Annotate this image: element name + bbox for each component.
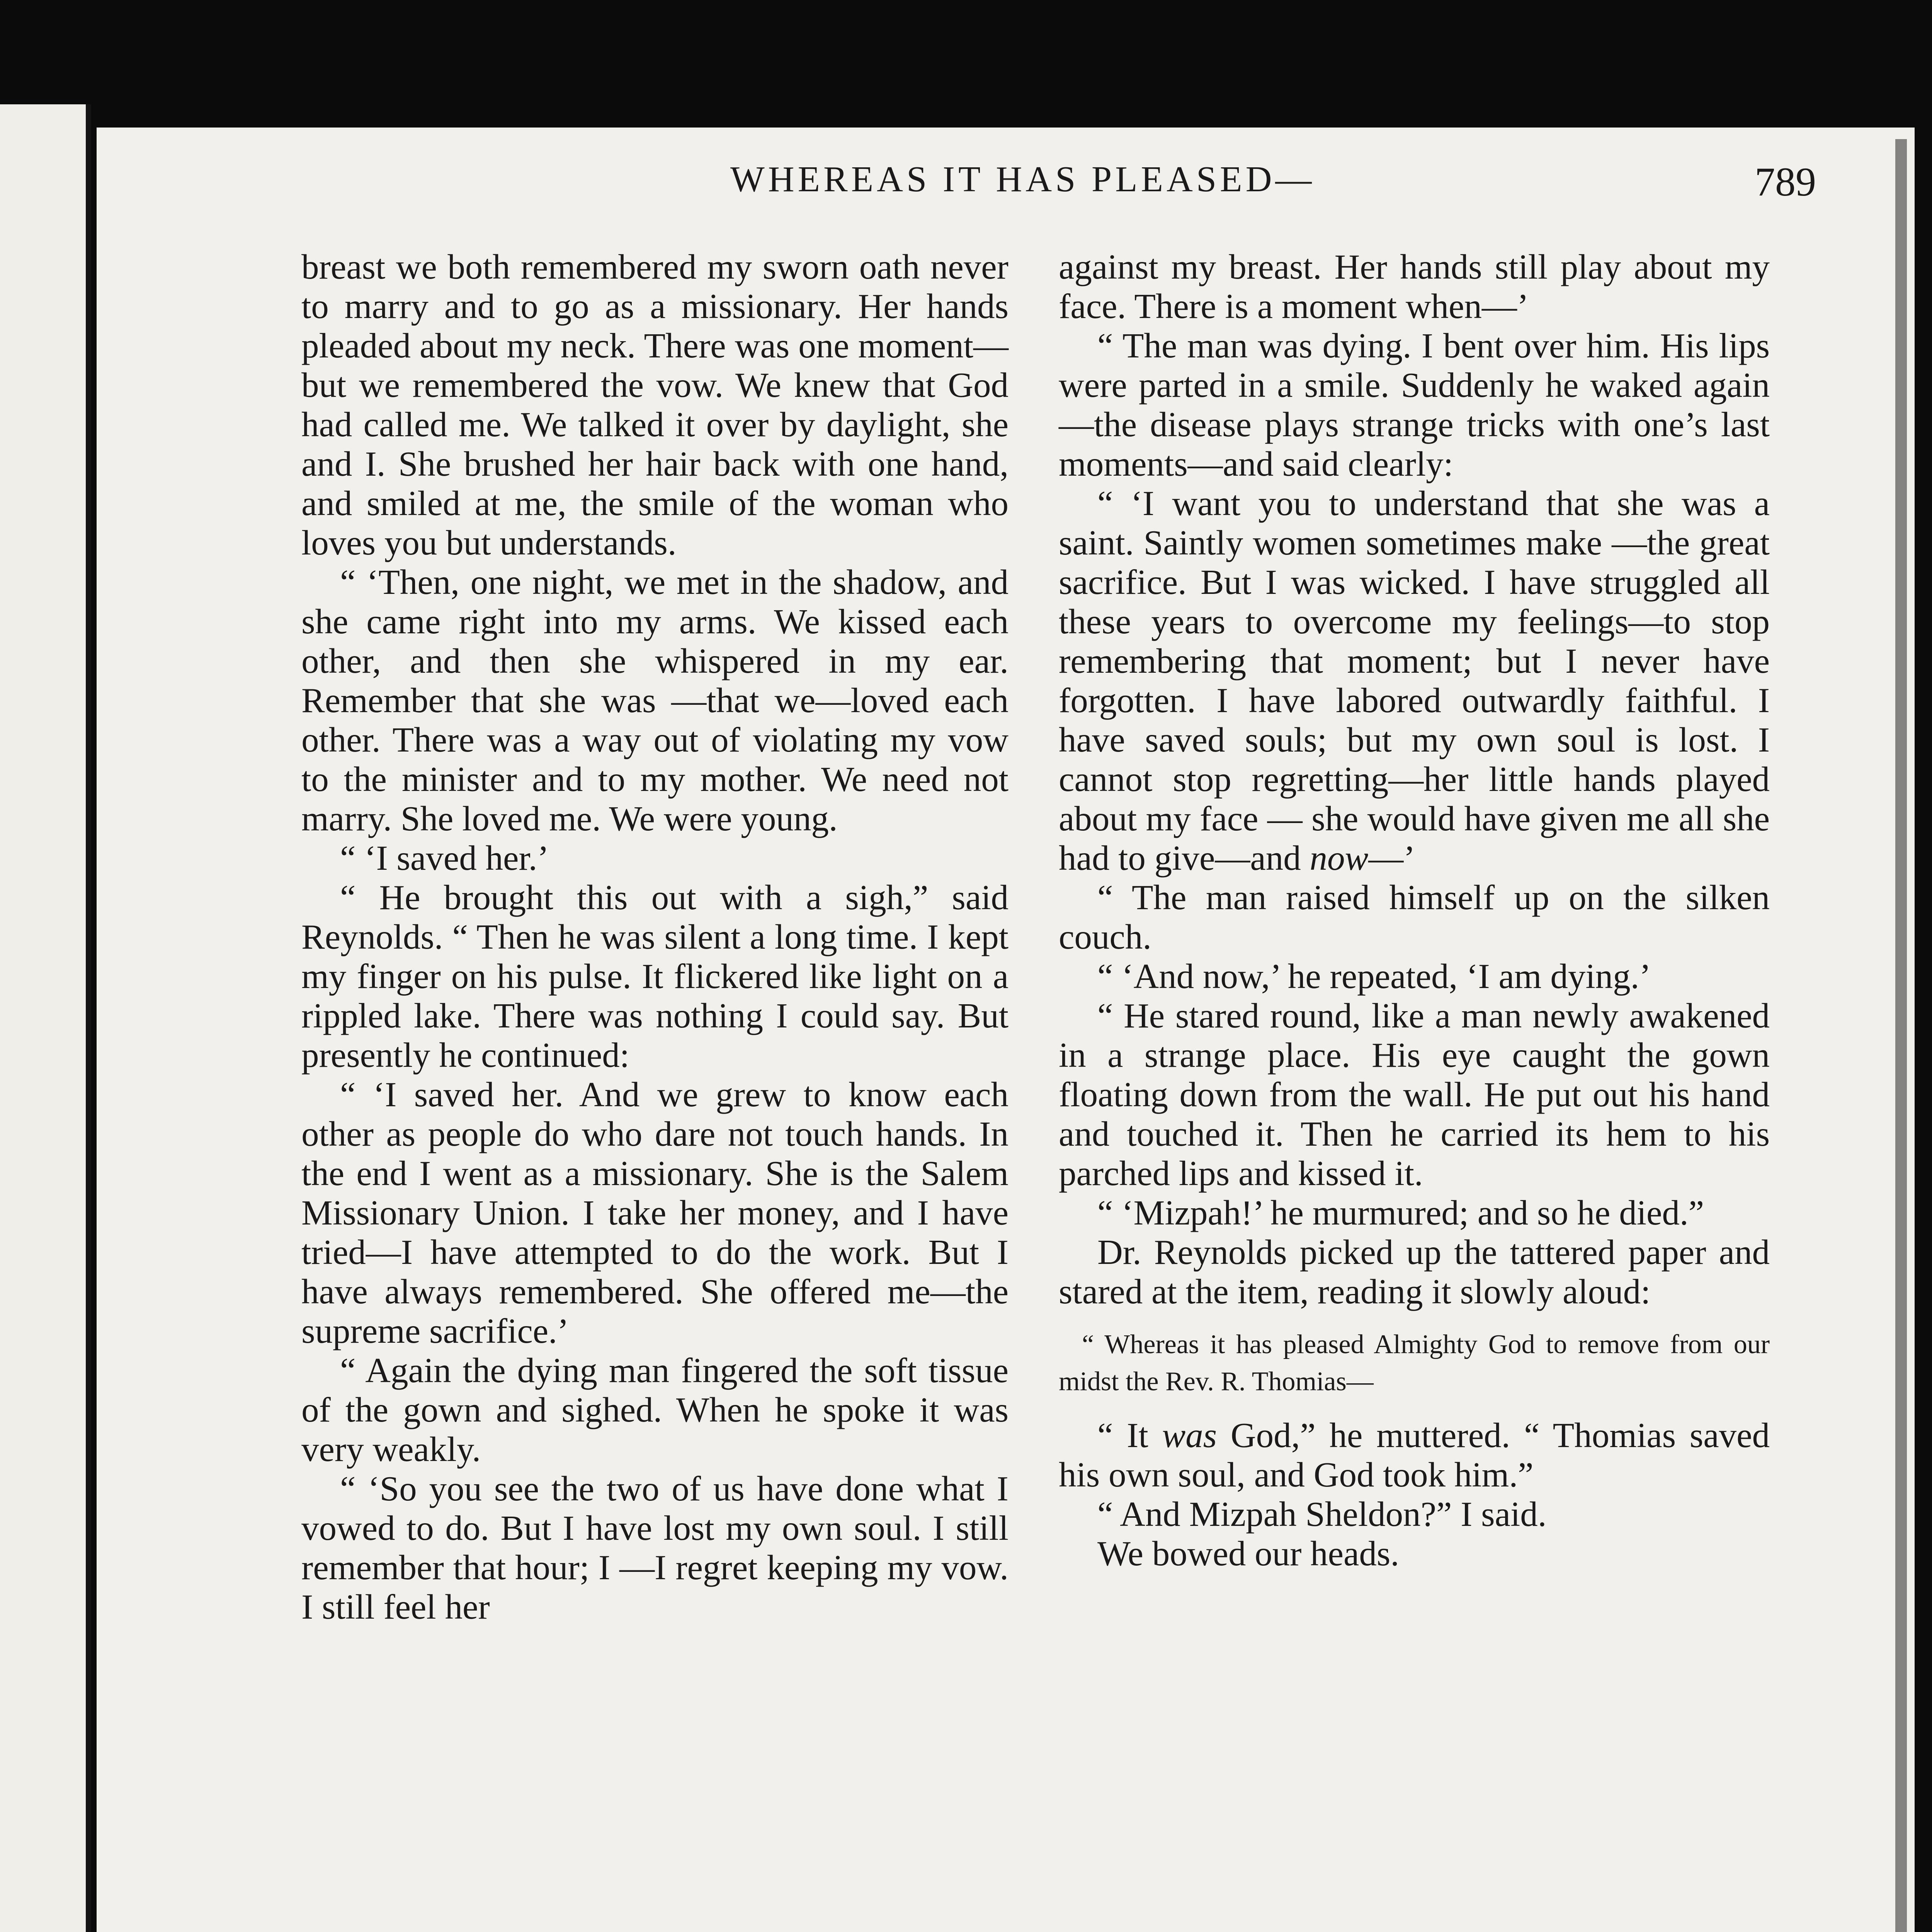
left-paragraph: “ ‘I saved her. And we grew to know each other as people do who dare not touch hands. In the end I went as a missionary. She is the Salem Missionary Union. I take her money, and I have tried—I have attempted to do the work. But I have always remembered. She offered me—the supreme sacrifice.’ — [301, 1075, 1009, 1350]
right-paragraph: We bowed our heads. — [1097, 1534, 1400, 1573]
left-paragraph: breast we both remembered my sworn oath never to marry and to go as a missionary. Her hands pleaded about my neck. There was one moment—but we remembered the vow. We knew that God had called me. We talked it over by daylight, she and I. She brushed her hair back with one hand, and smiled at me, the smile of the woman who loves you but understands. — [301, 247, 1009, 562]
page-number: 789 — [1755, 159, 1816, 204]
left-paragraph: “ He brought this out with a sigh,” said Reynolds. “ Then he was silent a long time. I kept my finger on his pulse. It flickered like light on a rippled lake. There was nothing I could say. But presently he continued: — [301, 878, 1009, 1075]
running-head — [618, 158, 1816, 236]
left-paragraph: “ ‘I saved her.’ — [340, 838, 549, 878]
left-column — [301, 247, 1009, 1627]
adjacent-page-edge — [86, 104, 91, 1932]
adjacent-page-strip — [0, 104, 90, 1932]
right-paragraph: “ And Mizpah Sheldon?” I said. — [1097, 1495, 1547, 1534]
left-paragraph: “ Again the dying man fingered the soft tissue of the gown and sighed. When he spoke it was very weakly. — [301, 1351, 1009, 1469]
obituary-quote: “ Whereas it has pleased Almighty God to remove from our midst the Rev. R. Thomias— — [1059, 1330, 1770, 1396]
page-edge-shadow — [1895, 139, 1907, 1932]
right-paragraph: against my breast. Her hands still play about my face. There is a moment when—’ — [1059, 247, 1770, 326]
running-title: WHEREAS IT HAS PLEASED— — [730, 159, 1315, 199]
right-paragraph: Dr. Reynolds picked up the tattered paper and stared at the item, reading it slowly aloud: — [1059, 1233, 1770, 1311]
right-paragraph: “ ‘I want you to understand that she was a saint. Saintly women sometimes make —the great sacrifice. But I was wicked. I have struggled all these years to overcome my feelings—to stop remembering that moment; but I never have forgotten. I have labored outwardly faithful. I have saved souls; but my own soul is lost. I cannot stop regretting—her little hands played about my face — she would have given me all she had to give—and now—’ — [1059, 484, 1770, 878]
right-paragraph: “ It was God,” he muttered. “ Thomias saved his own soul, and God took him.” — [1059, 1416, 1770, 1494]
right-paragraph: “ The man was dying. I bent over him. His lips were parted in a smile. Suddenly he waked again—the disease plays strange tricks with one’s last moments—and said clearly: — [1059, 326, 1770, 483]
right-paragraph: “ ‘Mizpah!’ he murmured; and so he died.” — [1097, 1193, 1704, 1232]
right-column — [1059, 247, 1770, 1573]
left-paragraph: “ ‘Then, one night, we met in the shadow, and she came right into my arms. We kissed each other, and then she whispered in my ear. Remember that she was —that we—loved each other. There was a way out of violating my vow to the minister and to my mother. We need not marry. She loved me. We were young. — [301, 563, 1009, 838]
right-paragraph: “ He stared round, like a man newly awakened in a strange place. His eye caught the gown floating down from the wall. He put out his hand and touched it. Then he carried its hem to his parched lips and kissed it. — [1059, 996, 1770, 1193]
right-paragraph: “ The man raised himself up on the silken couch. — [1059, 878, 1770, 956]
right-paragraph: “ ‘And now,’ he repeated, ‘I am dying.’ — [1097, 957, 1651, 996]
left-paragraph: “ ‘So you see the two of us have done what I vowed to do. But I have lost my own soul. I still remember that hour; I —I regret keeping my vow. I still feel her — [301, 1469, 1009, 1626]
